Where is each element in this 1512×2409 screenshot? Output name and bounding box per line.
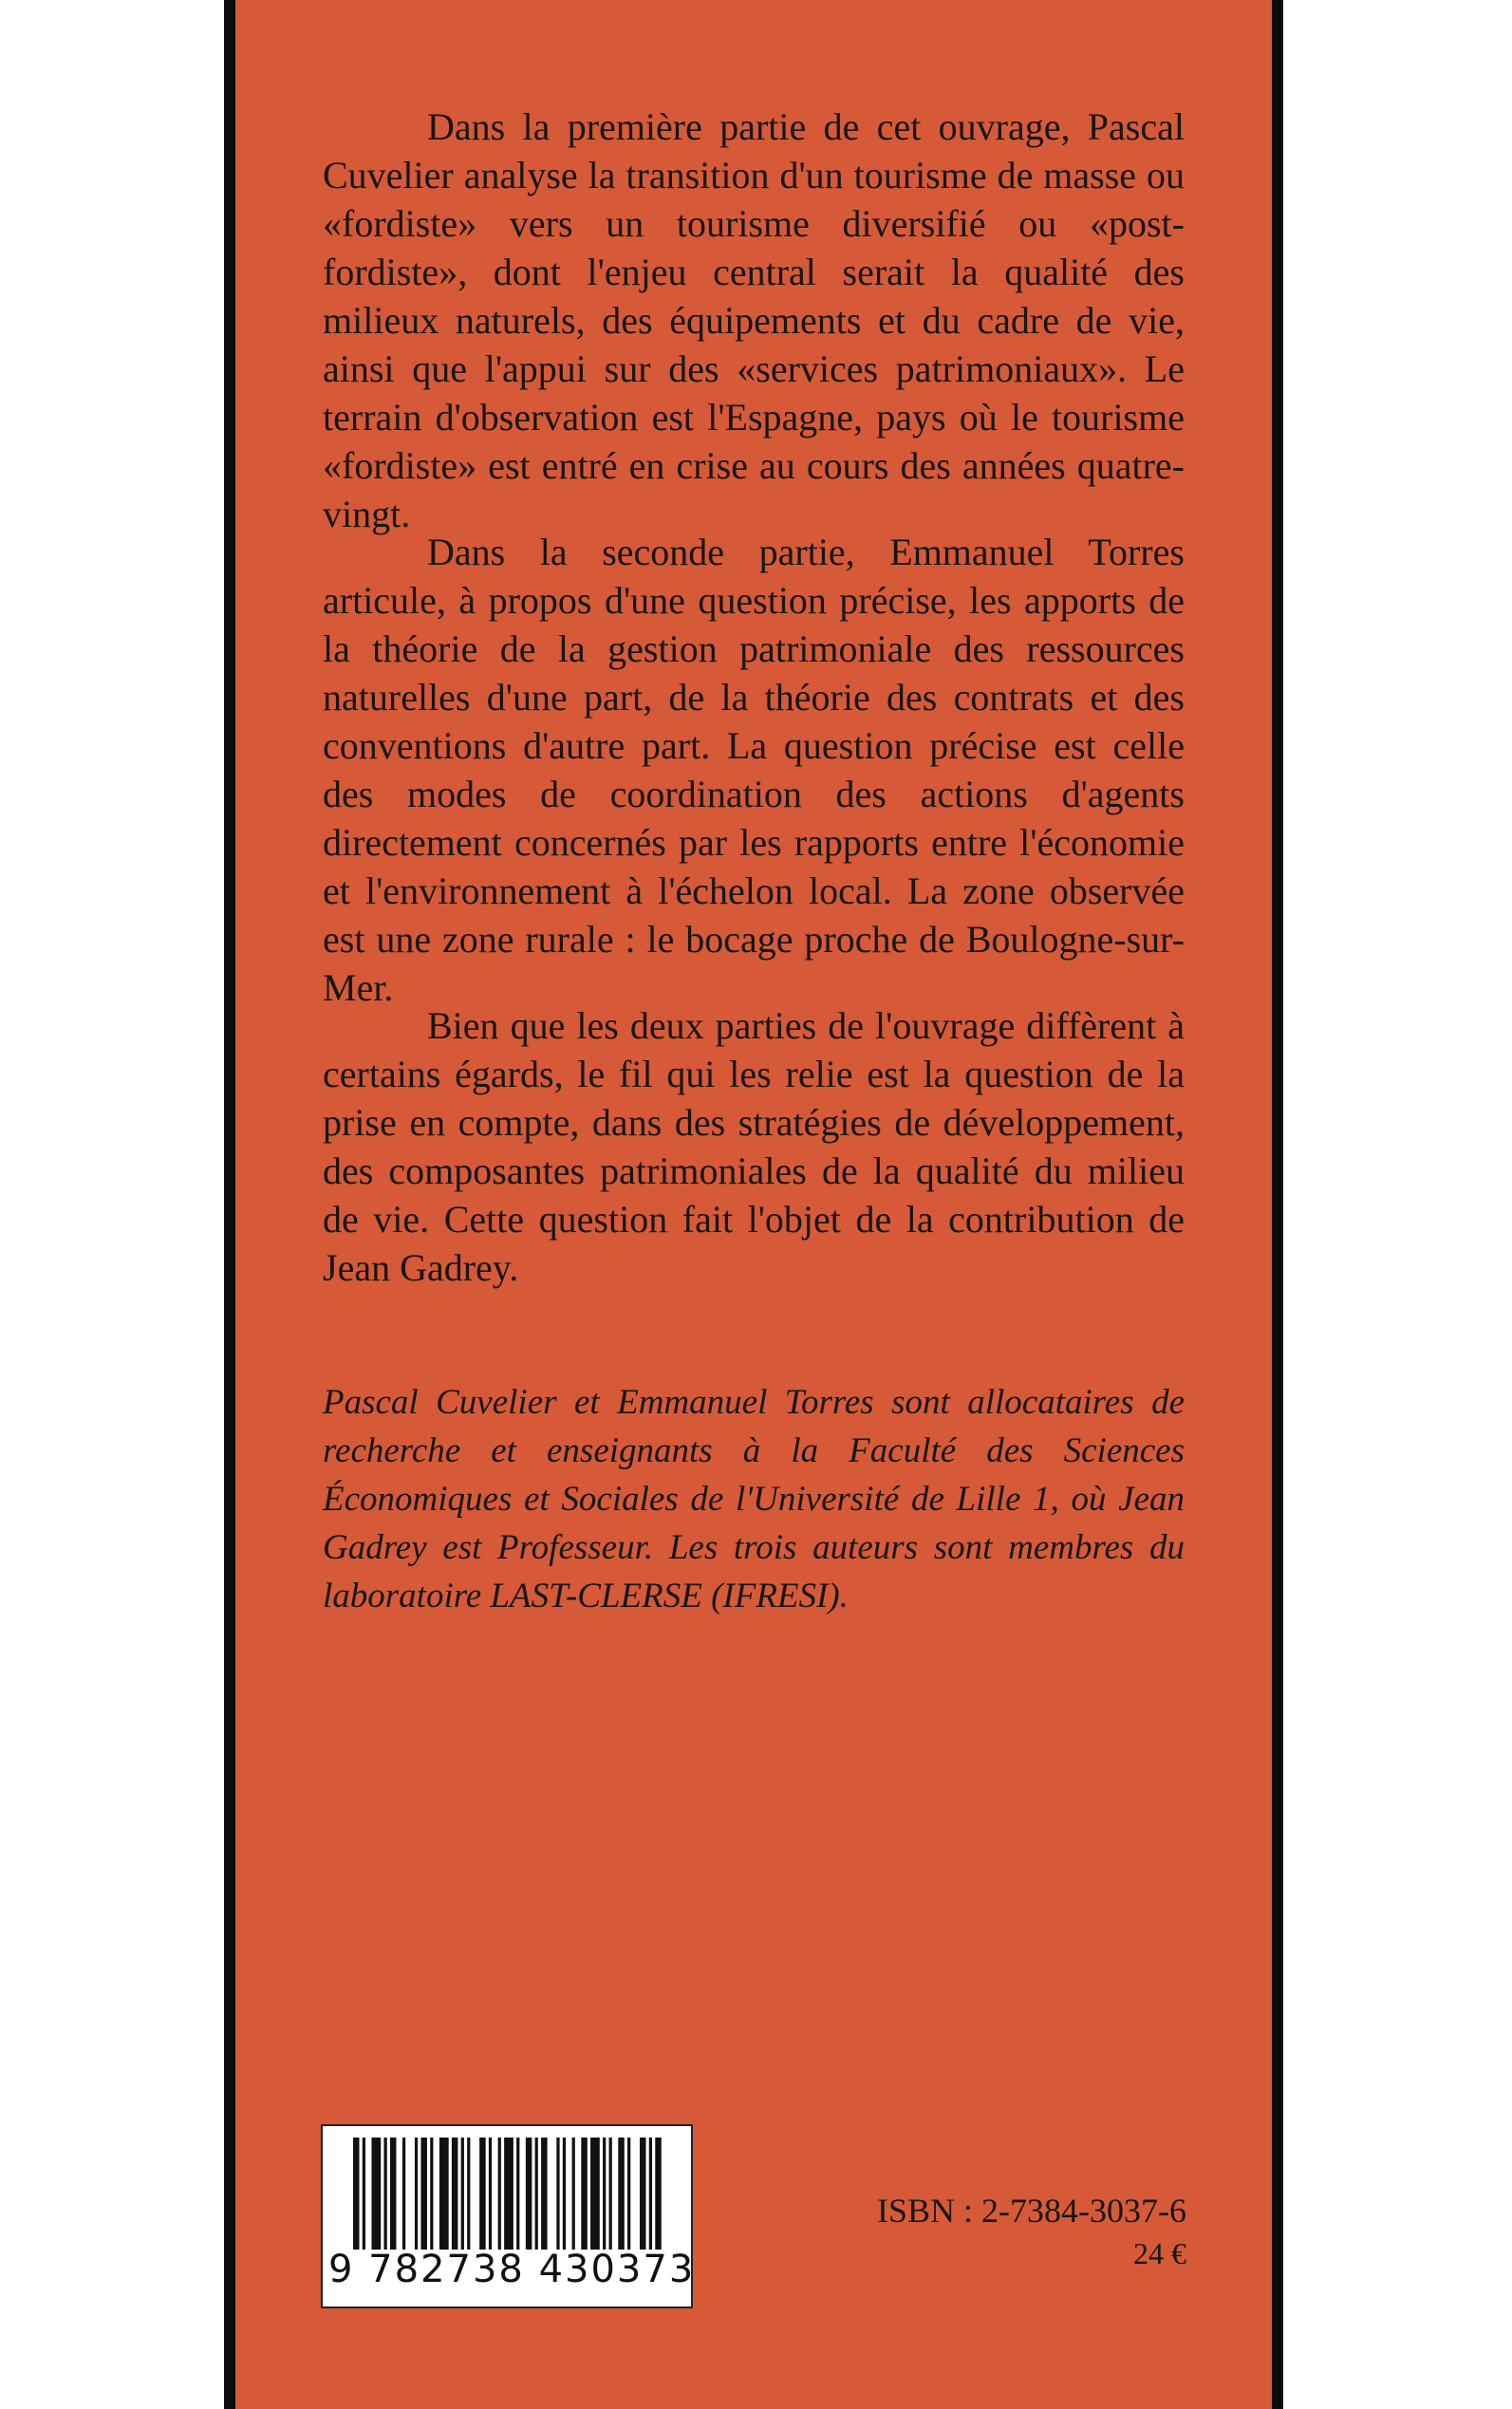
authors-note: Pascal Cuvelier et Emmanuel Torres sont allocataires de recherche et enseignants à la Faculté des Sciences Économiques et Sociales de l'Université de Lille 1, où Jean Gadrey est Professeur. Les trois auteurs sont membres du laboratoire LAST-CLERSE (IFRESI). bbox=[323, 1383, 1185, 1615]
barcode-digits: 9 782738 430373 bbox=[328, 2248, 696, 2291]
barcode-bar bbox=[467, 2138, 470, 2250]
barcode-bar bbox=[452, 2138, 458, 2250]
paragraph-3-text: Bien que les deux parties de l'ouvrage diffèrent à certains égards, le fil qui les relie est la question de la prise en compte, dans des stratégies de développement, des composantes patrimoniales de la qualité du milieu de vie. Cette question fait l'objet de la contribution de Jean Gadrey. bbox=[323, 1004, 1185, 1289]
paragraph-1-text: Dans la première partie de cet ouvrage, Pascal Cuvelier analyse la transition d'un tourisme de masse ou «fordiste» vers un tourisme diversifié ou «post-fordiste», dont l'enjeu central serait la qualité des milieux naturels, des équipements et du cadre de vie, ainsi que l'appui sur des «services patrimoniaux». Le terrain d'observation est l'Espagne, pays où le tourisme «fordiste» est entré en crise au cours des années quatre-vingt. bbox=[323, 105, 1185, 535]
back-cover bbox=[235, 0, 1272, 2409]
barcode-bar bbox=[498, 2138, 501, 2250]
barcode-bar bbox=[516, 2138, 519, 2250]
barcode-bar bbox=[535, 2138, 538, 2250]
barcode-bar bbox=[383, 2138, 386, 2250]
barcode-bar bbox=[363, 2138, 365, 2250]
barcode-bar bbox=[556, 2138, 559, 2250]
barcode-bar bbox=[618, 2138, 625, 2250]
barcode-bar bbox=[415, 2138, 418, 2250]
isbn-label: ISBN : 2-7384-3037-6 bbox=[877, 2192, 1186, 2230]
barcode-bar bbox=[402, 2138, 405, 2250]
barcode-bar bbox=[430, 2138, 433, 2250]
barcode-bar bbox=[371, 2138, 381, 2250]
barcode-bar bbox=[649, 2138, 652, 2250]
barcode-bar bbox=[640, 2138, 646, 2250]
barcode-bar bbox=[504, 2138, 513, 2250]
barcode-bar bbox=[541, 2138, 548, 2250]
barcode-bar bbox=[420, 2138, 427, 2250]
paragraph-3 bbox=[323, 1001, 1185, 1292]
barcode-bar bbox=[590, 2138, 600, 2250]
left-border-line bbox=[224, 0, 235, 2409]
barcode-bar bbox=[439, 2138, 449, 2250]
left-margin bbox=[0, 0, 218, 2409]
barcode-bar bbox=[479, 2138, 486, 2250]
barcode-bar bbox=[563, 2138, 566, 2250]
barcode-bar bbox=[390, 2138, 397, 2250]
barcode-bar bbox=[627, 2138, 630, 2250]
barcode-bar bbox=[609, 2138, 612, 2250]
right-border-line bbox=[1272, 0, 1283, 2409]
paragraph-2 bbox=[323, 528, 1185, 1012]
barcode-bars bbox=[353, 2138, 664, 2250]
price-label: 24 € bbox=[1133, 2236, 1186, 2270]
barcode-bar bbox=[603, 2138, 606, 2250]
paragraph-1 bbox=[323, 103, 1185, 538]
barcode-bar bbox=[572, 2138, 575, 2250]
paragraph-2-text: Dans la seconde partie, Emmanuel Torres articule, à propos d'une question précise, les apports de la théorie de la gestion patrimoniale des ressources naturelles d'une part, de la théorie des contrats et des conventions d'autre part. La question précise est celle des modes de coordination des actions d'agents directement concernés par les rapports entre l'économie et l'environnement à l'échelon local. La zone observée est une zone rurale : le bocage proche de Boulogne-sur-Mer. bbox=[323, 531, 1185, 1009]
barcode-bar bbox=[655, 2138, 662, 2250]
barcode-bar bbox=[526, 2138, 532, 2250]
barcode-bar bbox=[581, 2138, 588, 2250]
barcode-bar bbox=[461, 2138, 464, 2250]
barcode-bar bbox=[353, 2138, 360, 2250]
barcode-bar bbox=[489, 2138, 492, 2250]
barcode bbox=[321, 2124, 696, 2308]
